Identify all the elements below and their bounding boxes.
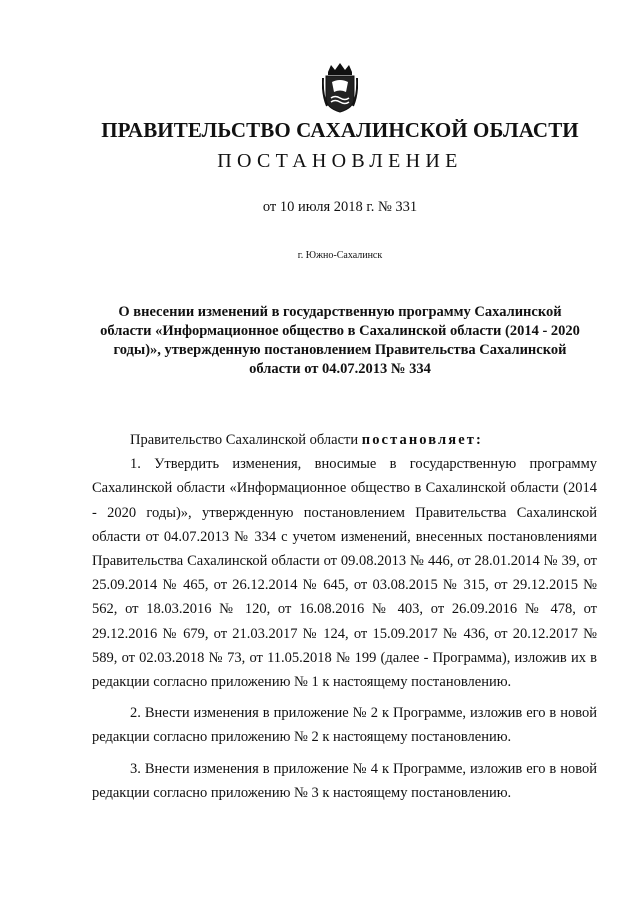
government-title: ПРАВИТЕЛЬСТВО САХАЛИНСКОЙ ОБЛАСТИ [101, 118, 579, 142]
sakhalin-coat-of-arms-icon [322, 62, 358, 114]
document-body [92, 428, 597, 805]
preamble-keyword: постановляет: [361, 432, 483, 448]
item-2-paragraph: 2. Внести изменения в приложение № 2 к Программе, изложив его в новой редакции согласно приложению № 2 к настоящему постановлению. [92, 705, 597, 746]
preamble-text: Правительство Сахалинской области [130, 432, 362, 448]
item-3-paragraph: 3. Внести изменения в приложение № 4 к Программе, изложив его в новой редакции согласно приложению № 3 к настоящему постановлению. [92, 760, 597, 801]
item-1-paragraph: 1. Утвердить изменения, вносимые в государственную программу Сахалинской области «Информационное общество в Сахалинской области (2014 - 2020 годы)», утвержденную постановлением Правительства Сахалинской области от 04.07.2013 № 334 с учетом изменений, внесенных постановлениями Правительства Сахалинской области от 09.08.2013 № 446, от 28.01.2014 № 39, от 25.09.2014 № 465, от 26.12.2014 № 645, от 03.08.2015 № 315, от 29.12.2015 № 562, от 18.03.2016 № 120, от 16.08.2016 № 403, от 26.09.2016 № 478, от 29.12.2016 № 679, от 21.03.2017 № 124, от 15.09.2017 № 436, от 20.12.2017 № 589, от 02.03.2018 № 73, от 11.05.2018 № 199 (далее - Программа), изложив их в редакции согласно приложению № 1 к настоящему постановлению. [92, 456, 597, 691]
preamble-paragraph [92, 428, 597, 452]
document-city: г. Южно-Сахалинск [297, 250, 383, 261]
document-type: ПОСТАНОВЛЕНИЕ [217, 150, 463, 172]
document-date-number: от 10 июля 2018 г. № 331 [262, 199, 418, 215]
document-subject: О внесении изменений в государственную программу Сахалинской области «Информационное общество в Сахалинской области (2014 - 2020 годы)», утвержденную постановлением Правительства Сахалинской области от 04.07.2013 № 334 [100, 304, 580, 377]
